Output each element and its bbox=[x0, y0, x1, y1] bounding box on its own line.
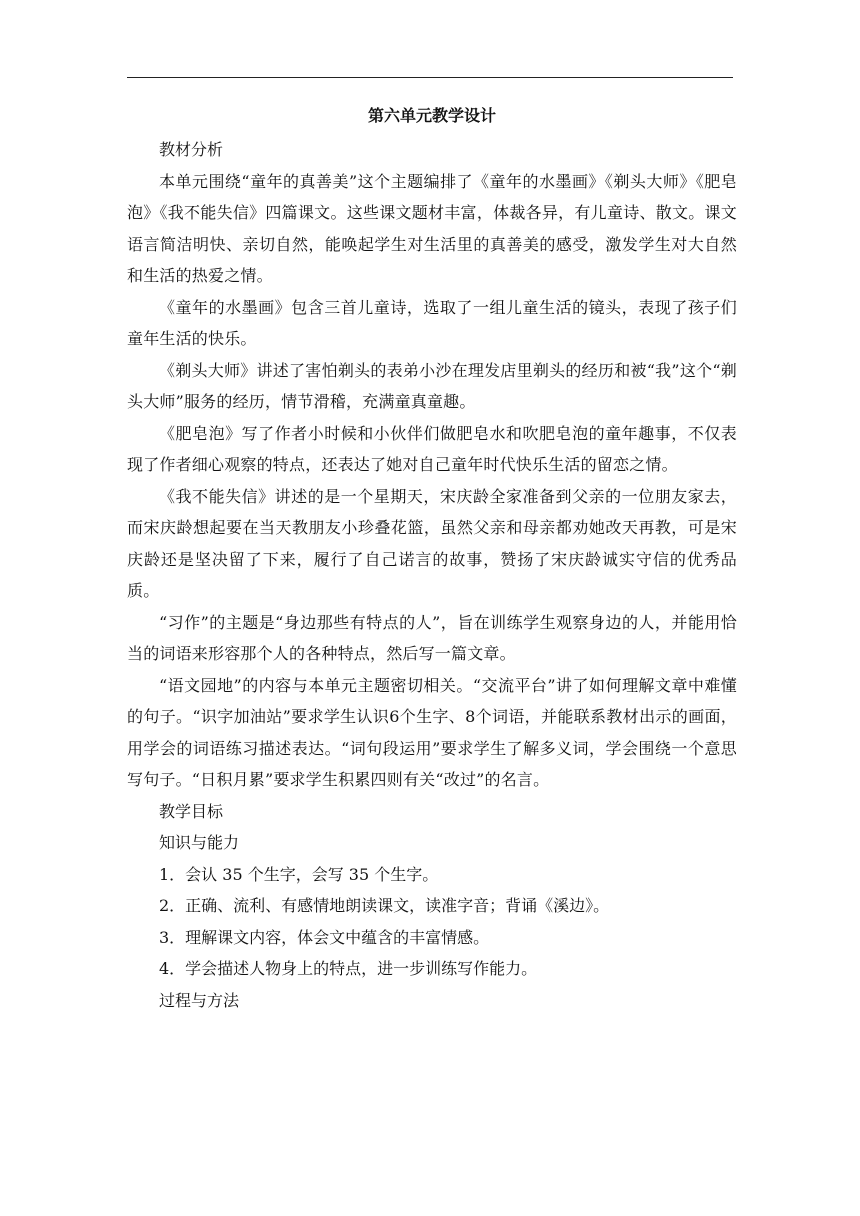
paragraph-unit-overview: 本单元围绕“童年的真善美”这个主题编排了《童年的水墨画》《剃头大师》《肥皂泡》《我不能失信》四篇课文。这些课文题材丰富，体裁各异，有儿童诗、散文。课文语言简洁明快、亲切自然，能唤起学生对生活里的真善美的感受，激发学生对大自然和生活的热爱之情。 bbox=[127, 171, 737, 285]
section-heading-goals: 教学目标 bbox=[159, 801, 224, 821]
paragraph-haircut-master: 《剃头大师》讲述了害怕剃头的表弟小沙在理发店里剃头的经历和被“我”这个“剃头大师”服务的经历，情节滑稽，充满童真童趣。 bbox=[127, 360, 737, 411]
paragraph-soap-bubbles: 《肥皂泡》写了作者小时候和小伙伴们做肥皂水和吹肥皂泡的童年趣事，不仅表现了作者细心观察的特点，还表达了她对自己童年时代快乐生活的留恋之情。 bbox=[127, 423, 737, 474]
goal-item: 1．会认 35 个生字，会写 35 个生字。 bbox=[159, 864, 439, 884]
paragraph-keep-promise: 《我不能失信》讲述的是一个星期天，宋庆龄全家准备到父亲的一位朋友家去，而宋庆龄想起要在当天教朋友小珍叠花篮，虽然父亲和母亲都劝她改天再教，可是宋庆龄还是坚决留了下来，履行了自己诺言的故事，赞扬了宋庆龄诚实守信的优秀品质。 bbox=[127, 486, 737, 600]
document-body bbox=[127, 102, 737, 1016]
paragraph-ink-painting: 《童年的水墨画》包含三首儿童诗，选取了一组儿童生活的镜头，表现了孩子们童年生活的快乐。 bbox=[127, 297, 737, 348]
section-heading-analysis: 教材分析 bbox=[159, 140, 224, 159]
subsection-heading-process: 过程与方法 bbox=[159, 990, 240, 1010]
goal-item: 3．理解课文内容，体会文中蕴含的丰富情感。 bbox=[159, 927, 490, 947]
subsection-heading-knowledge: 知识与能力 bbox=[159, 833, 240, 852]
goal-item: 2．正确、流利、有感情地朗读课文，读准字音；背诵《溪边》。 bbox=[159, 896, 610, 915]
header-rule bbox=[127, 77, 733, 78]
paragraph-writing-task: “习作”的主题是“身边那些有特点的人”，旨在训练学生观察身边的人，并能用恰当的词语来形容那个人的各种特点，然后写一篇文章。 bbox=[127, 612, 737, 663]
document-title: 第六单元教学设计 bbox=[367, 106, 496, 125]
goal-item: 4．学会描述人物身上的特点，进一步训练写作能力。 bbox=[159, 959, 538, 978]
paragraph-language-garden: “语文园地”的内容与本单元主题密切相关。“交流平台”讲了如何理解文章中难懂的句子。“识字加油站”要求学生认识6个生字、8个词语，并能联系教材出示的画面，用学会的词语练习描述表达。“词句段运用”要求学生了解多义词，学会围绕一个意思写句子。“日积月累”要求学生积累四则有关“改过”的名言。 bbox=[127, 675, 737, 789]
